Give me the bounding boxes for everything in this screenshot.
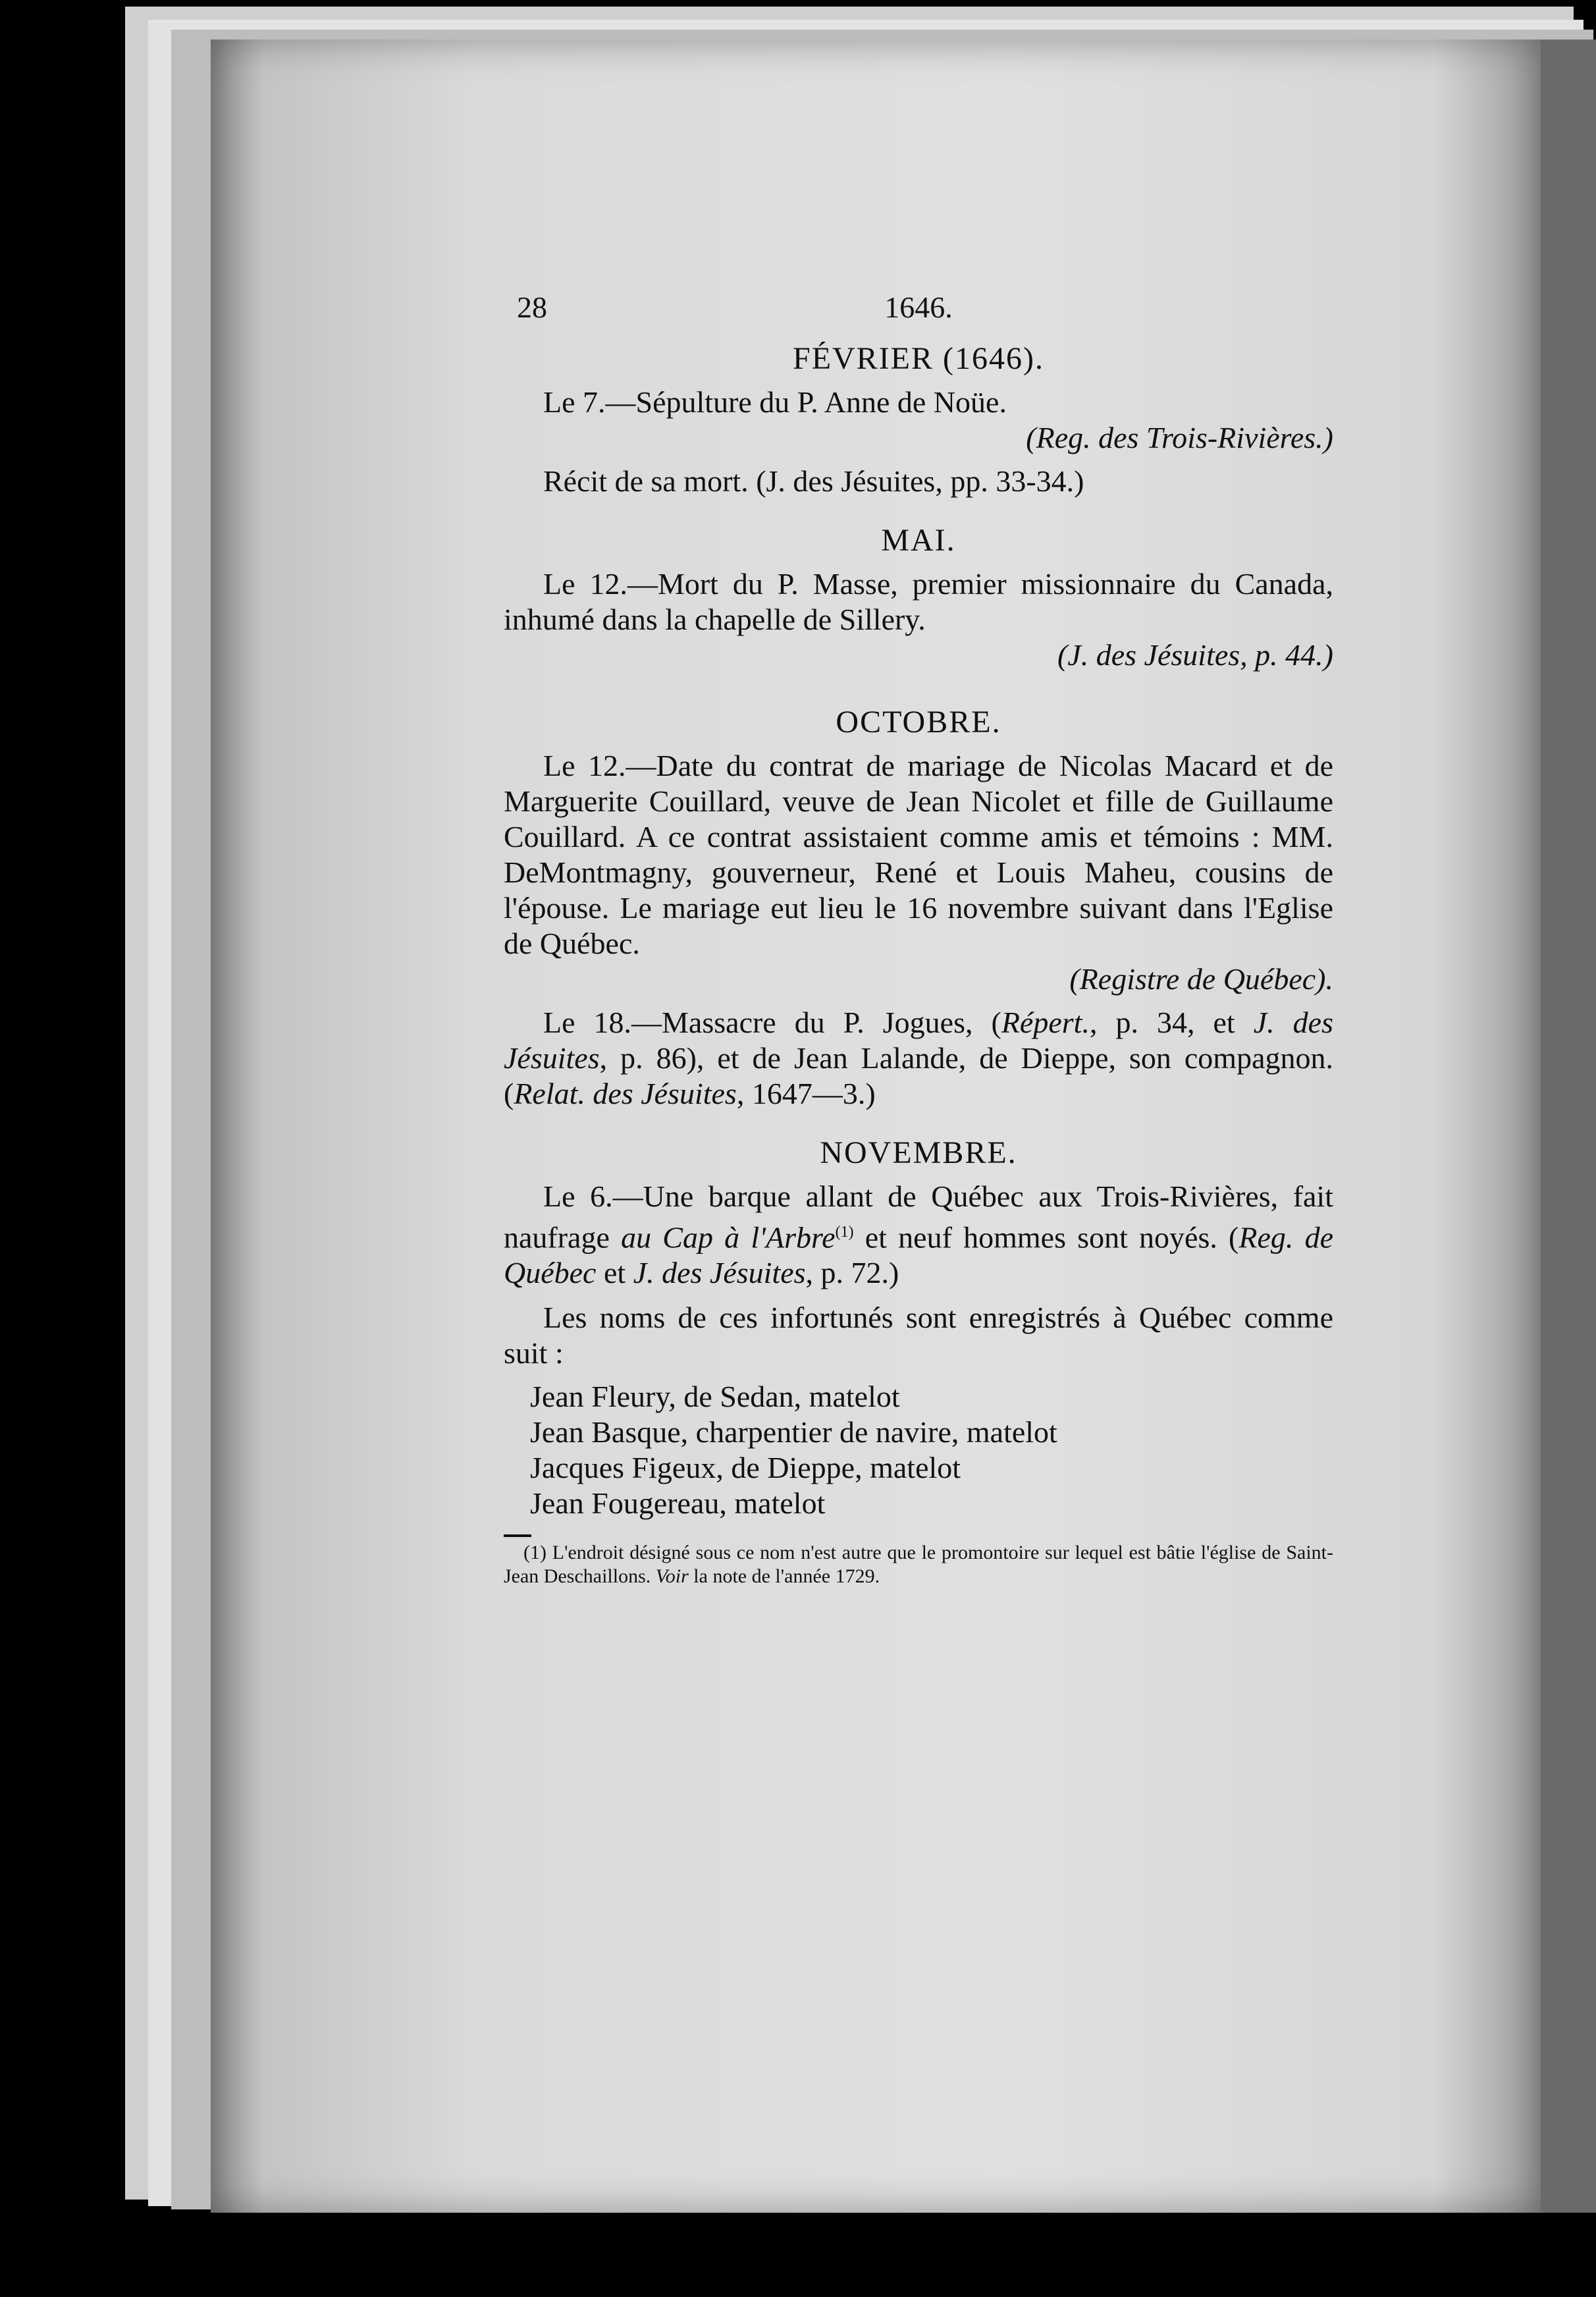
- entry-fevrier-7: Le 7.—Sépulture du P. Anne de Noüe.: [543, 385, 1007, 419]
- list-item: Jean Fougereau, matelot: [530, 1486, 826, 1521]
- page-number: 28: [517, 290, 547, 324]
- list-item: Jean Basque, charpentier de navire, matelot: [530, 1415, 1057, 1449]
- ref-mai-12: (J. des Jésuites, p. 44.): [1057, 638, 1333, 672]
- entry-octobre-18: Le 18.—Massacre du P. Jogues, (Répert., p. 34, et J. des Jésuites, p. 86), et de Jean Lalande, de Dieppe, son compagnon. (Relat. des Jésuites, 1647—3.): [504, 1006, 1333, 1110]
- heading-novembre: NOVEMBRE.: [820, 1135, 1017, 1170]
- entry-novembre-6: Le 6.—Une barque allant de Québec aux Trois-Rivières, fait naufrage au Cap à l'Arbre$^{(1)}$ et neuf hommes sont noyés. (Reg. de Québec et J. des Jésuites, p. 72.): [504, 1179, 1334, 1290]
- ref-octobre-12: (Registre de Québec).: [1069, 962, 1333, 996]
- ref-fevrier-7: (Reg. des Trois-Rivières.): [1026, 421, 1333, 454]
- heading-octobre: OCTOBRE.: [836, 705, 1001, 740]
- running-head: 1646.: [884, 290, 953, 324]
- entry-mai-12: Le 12.—Mort du P. Masse, premier missionnaire du Canada, inhumé dans la chapelle de Sillery.: [504, 567, 1333, 636]
- page-header: [504, 290, 1333, 336]
- footnote: (1) L'endroit désigné sous ce nom n'est autre que le promontoire sur lequel est bâtie l'église de Saint-Jean Deschaillons. Voir la note de l'année 1729.: [504, 1542, 1333, 1588]
- entry-octobre-12: Le 12.—Date du contrat de mariage de Nicolas Macard et de Marguerite Couillard, veuve de Jean Nicolet et fille de Guillaume Couillard. A ce contrat assistaient comme amis et témoins : MM. DeMontmagny, gouverneur, René et Louis Maheu, cousins de l'épouse. Le mariage eut lieu le 16 novembre suivant dans l'Eglise de Québec.: [504, 749, 1333, 960]
- list-item: Jacques Figeux, de Dieppe, matelot: [530, 1451, 961, 1485]
- heading-mai: MAI.: [881, 523, 956, 558]
- footnote-marker: (1): [835, 1224, 854, 1241]
- entry-novembre-names-intro: Les noms de ces infortunés sont enregistrés à Québec comme suit :: [504, 1301, 1333, 1370]
- entry-fevrier-recit: Récit de sa mort. (J. des Jésuites, pp. 33-34.): [543, 464, 1084, 498]
- heading-fevrier: FÉVRIER (1646).: [793, 341, 1044, 376]
- footnote-rule: [504, 1534, 531, 1537]
- list-item: Jean Fleury, de Sedan, matelot: [530, 1380, 900, 1414]
- page-text: [504, 290, 1333, 1588]
- victim-list: [530, 1379, 1333, 1521]
- facing-page-edge: [1541, 40, 1596, 2213]
